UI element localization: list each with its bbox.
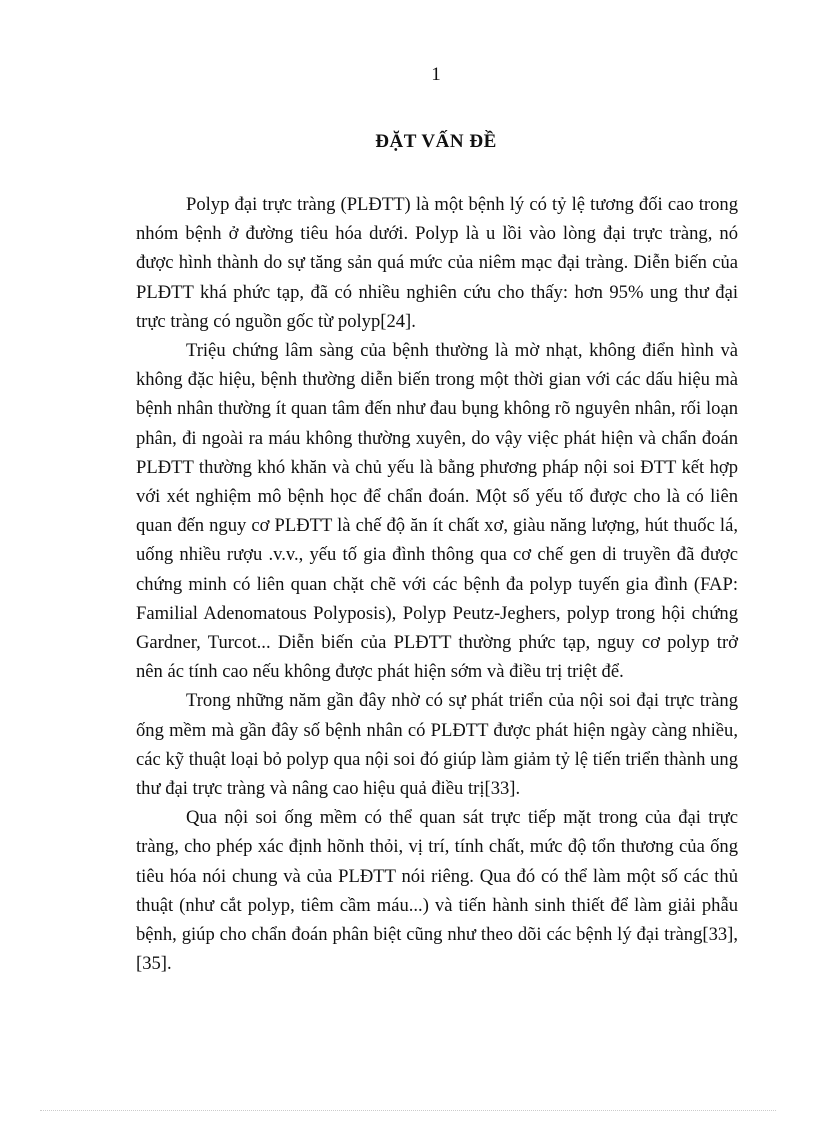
paragraph-symptoms: Triệu chứng lâm sàng của bệnh thường là mờ nhạt, không điển hình và không đặc hiệu, bệnh thường diễn biến trong một thời gian với các dấu hiệu mà bệnh nhân thường ít quan tâm đến như đau bụng không rõ nguyên nhân, rối loạn phân, đi ngoài ra máu không thường xuyên, do vậy việc phát hiện và chẩn đoán PLĐTT thường khó khăn và chủ yếu là bằng phương pháp nội soi ĐTT kết hợp với xét nghiệm mô bệnh học để chẩn đoán. Một số yếu tố được cho là có liên quan đến nguy cơ PLĐTT là chế độ ăn ít chất xơ, giàu năng lượng, hút thuốc lá, uống nhiều rượu .v.v., yếu tố gia đình thông qua cơ chế gen di truyền đã được chứng minh có liên quan chặt chẽ với các bệnh đa polyp tuyến gia đình (FAP: Familial Adenomatous Polyposis), Polyp Peutz-Jeghers, polyp trong hội chứng Gardner, Turcot... Diễn biến của PLĐTT thường phức tạp, nguy cơ polyp trở nên ác tính cao nếu không được phát hiện sớm và điều trị triệt để.: [136, 340, 738, 683]
paragraph-endoscopy-benefits: Qua nội soi ống mềm có thể quan sát trực tiếp mặt trong của đại trực tràng, cho phép xác định hõnh thỏi, vị trí, tính chất, mức độ tổn thương của ống tiêu hóa nói chung và của PLĐTT nói riêng. Qua đó có thể làm một số các thủ thuật (như cắt polyp, tiêm cầm máu...) và tiến hành sinh thiết để làm giải phẫu bệnh, giúp cho chẩn đoán phân biệt cũng như theo dõi các bệnh lý đại tràng[33],[35].: [136, 807, 738, 975]
document-body: [136, 190, 738, 978]
paragraph-endoscopy-development: Trong những năm gần đây nhờ có sự phát triển của nội soi đại trực tràng ống mềm mà gần đây số bệnh nhân có PLĐTT được phát hiện ngày càng nhiều, các kỹ thuật loại bỏ polyp qua nội soi đó giúp làm giảm tỷ lệ tiến triển thành ung thư đại trực tràng và nâng cao hiệu quả điều trị[33].: [136, 690, 738, 800]
page-number: 1: [431, 64, 441, 85]
page-bottom-divider: [40, 1110, 776, 1111]
paragraph-intro: Polyp đại trực tràng (PLĐTT) là một bệnh lý có tỷ lệ tương đối cao trong nhóm bệnh ở đường tiêu hóa dưới. Polyp là u lồi vào lòng đại trực tràng, nó được hình thành do sự tăng sản quá mức của niêm mạc đại tràng. Diễn biến của PLĐTT khá phức tạp, đã có nhiều nghiên cứu cho thấy: hơn 95% ung thư đại trực tràng có nguồn gốc từ polyp[24].: [136, 194, 738, 332]
page-title: ĐẶT VẤN ĐỀ: [375, 131, 497, 152]
